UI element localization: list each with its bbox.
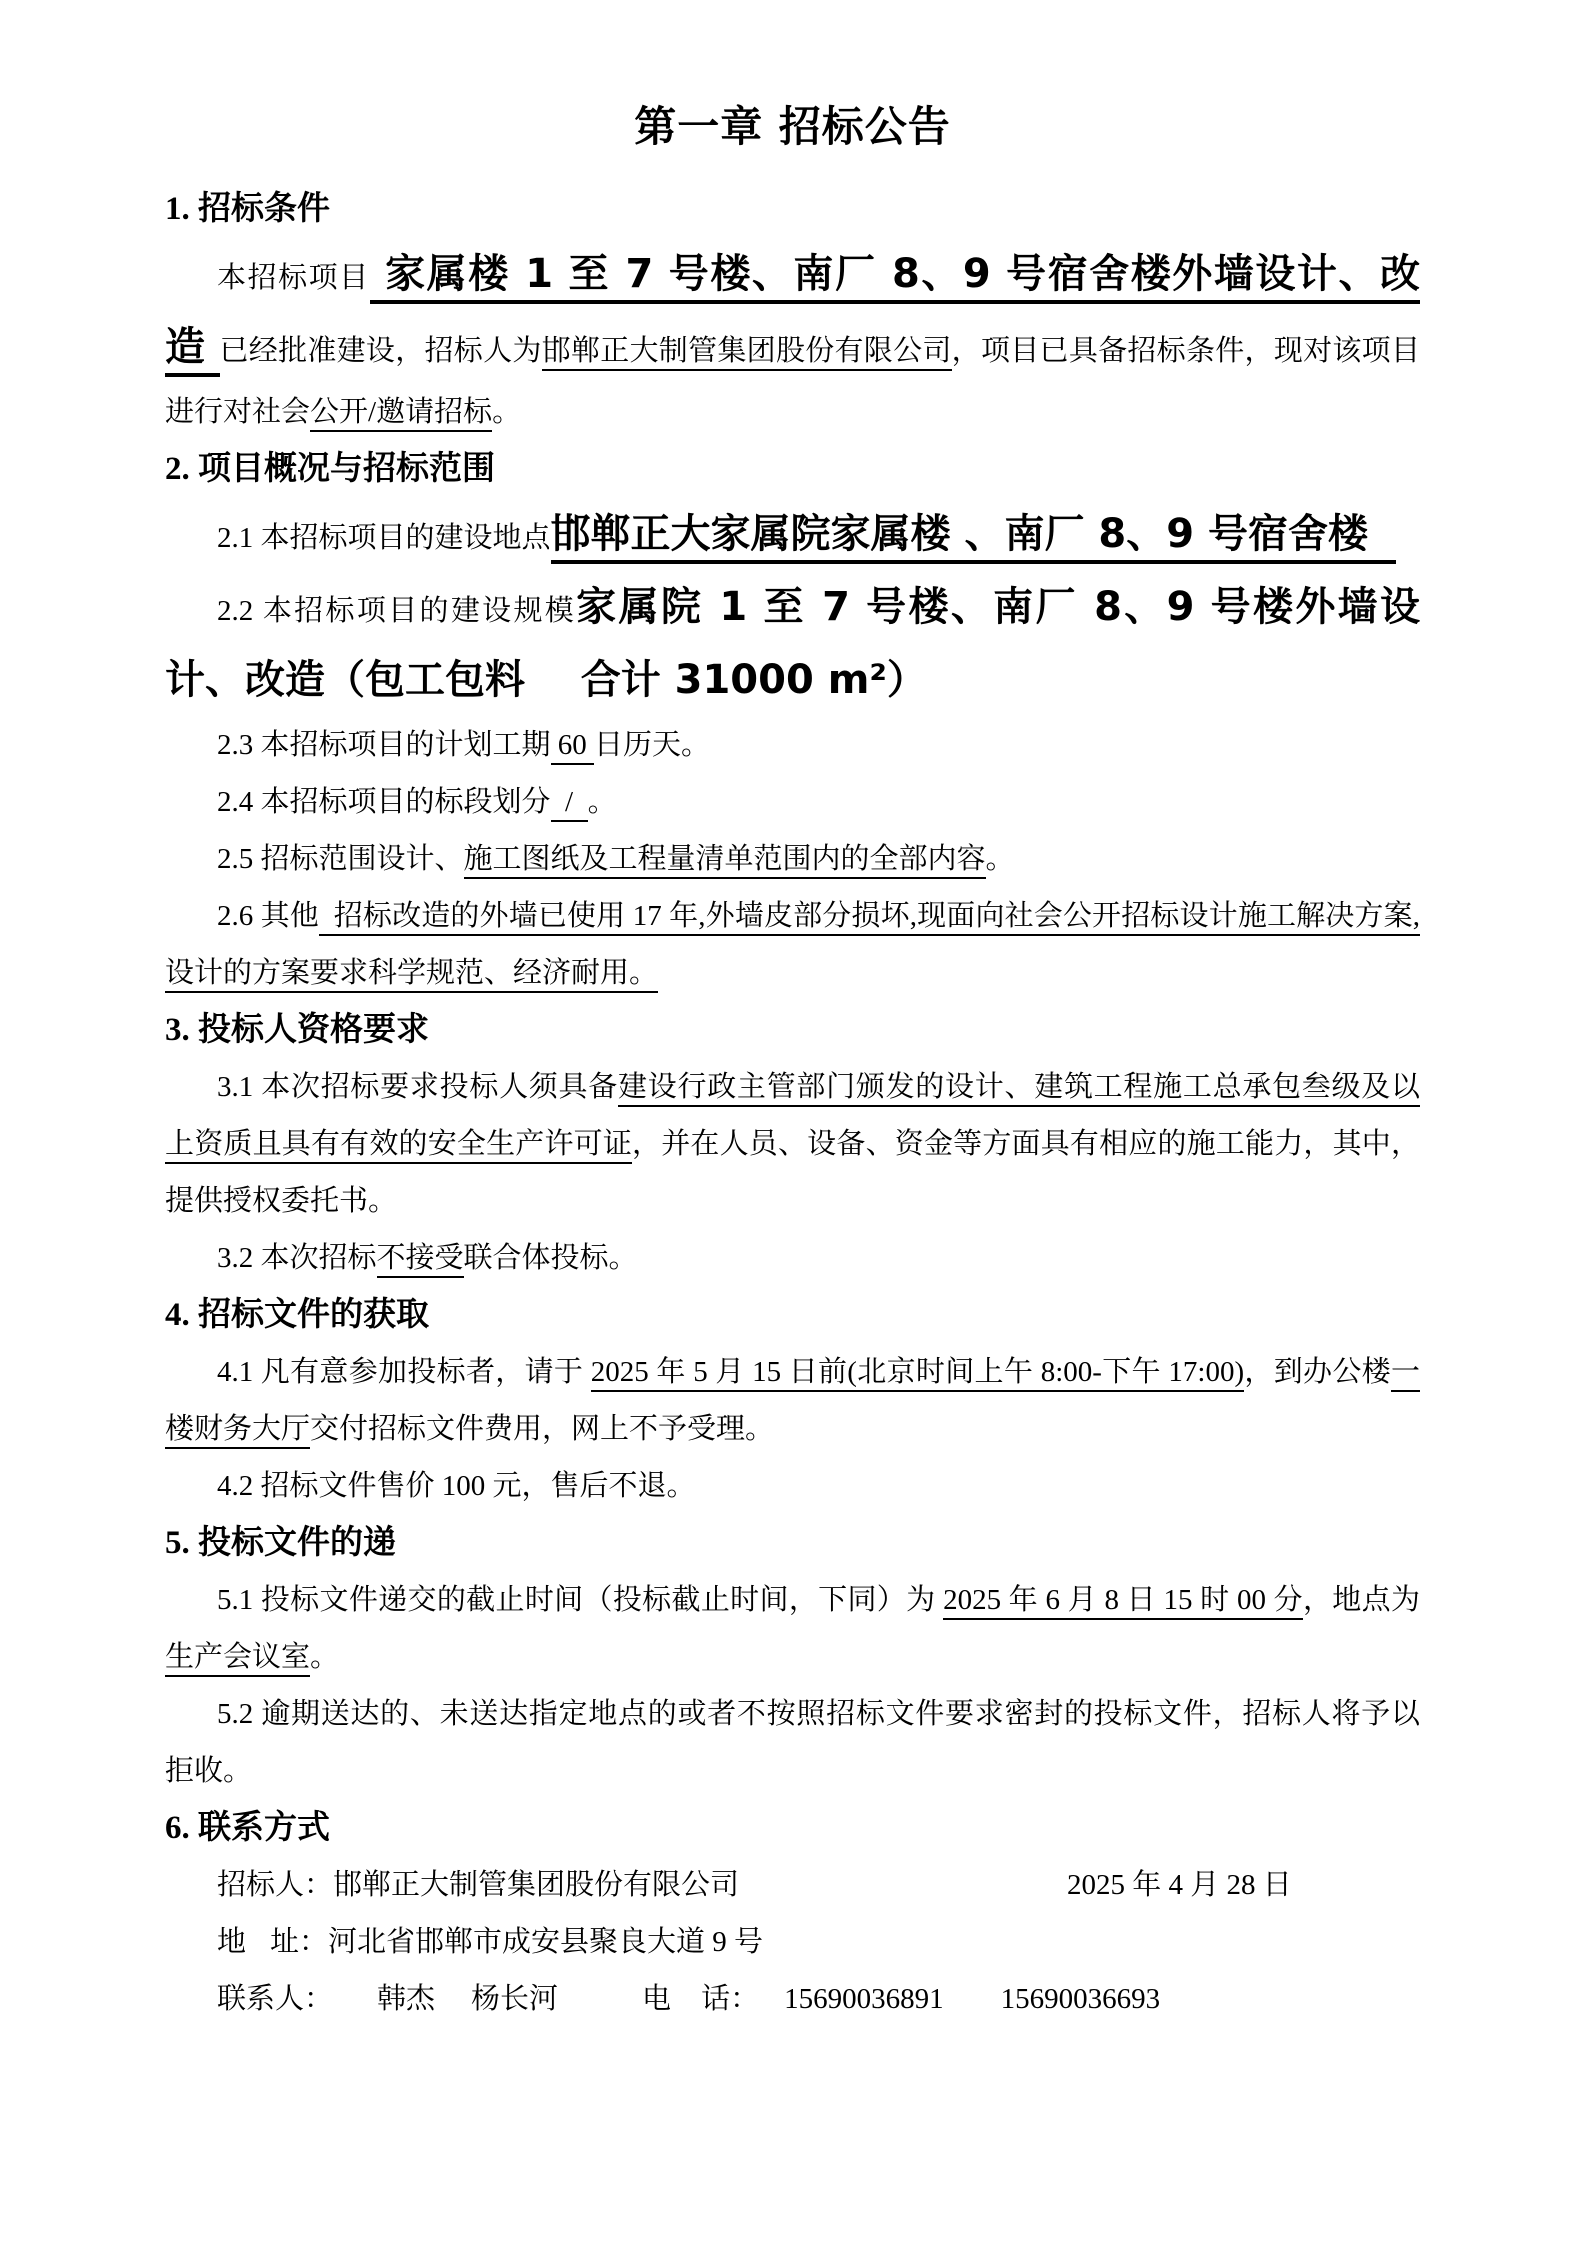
underlined-text: / <box>551 786 588 822</box>
para-4-1-acquisition <box>165 1344 1420 1458</box>
para-2-1-location <box>165 498 1420 571</box>
text-run: 已经批准建设，招标人为 <box>219 335 542 367</box>
para-2-5-scope <box>165 831 1420 888</box>
spacer <box>558 2007 642 2008</box>
text-run: 杨长河 <box>471 1983 559 2015</box>
text-run: 5.2 逾期送达的、未送达指定地点的或者不按照招标文件要求密封的投标文件，招标人将予以拒收。 <box>165 1698 1420 1787</box>
underlined-text: 邯郸正大制管集团股份有限公司 <box>542 335 952 371</box>
para-4-2-price <box>165 1458 1420 1515</box>
heading-project-overview: 2. 项目概况与招标范围 <box>165 451 495 487</box>
text-run: 2.1 本招标项目的建设地点 <box>217 522 551 554</box>
heading-bid-submission: 5. 投标文件的递 <box>165 1525 396 1561</box>
text-run: 。 <box>492 396 522 428</box>
spacer <box>759 2007 784 2008</box>
text-run: 2.2 本招标项目的建设规模 <box>217 595 577 627</box>
underlined-text: 招标改造的外墙已使用 17 年,外墙皮部分损坏,现面向社会公开招标设计施工解决方案,设计的方案要求科学规范、经济耐用。 <box>165 900 1420 993</box>
underlined-text: 2025 年 6 月 8 日 15 时 00 分 <box>943 1584 1303 1620</box>
heading-tender-conditions: 1. 招标条件 <box>165 191 330 227</box>
underlined-text: 一楼财务大厅 <box>165 1356 1420 1449</box>
spacer <box>739 1893 1067 1894</box>
para-2-4-sections <box>165 774 1420 831</box>
text-run: 2025 年 4 月 28 日 <box>1067 1869 1292 1901</box>
text-run: 韩杰 <box>377 1983 436 2015</box>
heading-document-acquisition: 4. 招标文件的获取 <box>165 1297 429 1333</box>
text-run: 日历天。 <box>594 729 711 761</box>
contact-tenderer-line <box>165 1857 1420 1914</box>
contact-address-line <box>165 1914 1420 1971</box>
text-run: 3.1 本次招标要求投标人须具备 <box>217 1071 618 1103</box>
text-run: 4.2 招标文件售价 100 元，售后不退。 <box>217 1470 696 1502</box>
para-2-6-other <box>165 888 1420 1002</box>
text-run: 。 <box>310 1641 340 1673</box>
spacer <box>246 1950 270 1951</box>
filled-blank-text: 家属院 1 至 7 号楼、南厂 8、9 号楼外墙设计、改造（包工包料 合计 31000 m²） <box>165 584 1420 703</box>
text-run: 2.6 其他 <box>217 900 319 932</box>
text-run: 15690036891 <box>784 1983 944 2015</box>
underlined-text: 施工图纸及工程量清单范围内的全部内容 <box>464 843 986 879</box>
text-run: 2.3 本招标项目的计划工期 <box>217 729 551 761</box>
text-run: 地 <box>217 1926 247 1958</box>
underlined-text: 2025 年 5 月 15 日前(北京时间上午 8:00-下午 17:00) <box>591 1356 1244 1392</box>
para-3-1-qualifications <box>165 1059 1420 1230</box>
para-5-2-rejection <box>165 1686 1420 1800</box>
spacer <box>671 2007 701 2008</box>
spacer <box>435 2007 471 2008</box>
filled-blank-text: 家属楼 1 至 7 号楼、南厂 8、9 号宿舍楼外墙设计、改造 <box>165 251 1420 377</box>
text-run: 联系人： <box>217 1983 334 2015</box>
contact-person-line <box>165 1971 1420 2028</box>
text-run: ，到办公楼 <box>1244 1356 1391 1388</box>
filled-blank-text: 邯郸正大家属院家属楼 、南厂 8、9 号宿舍楼 <box>551 511 1396 564</box>
text-run: ，项目已具备招标条件，现对该项目进行对社会 <box>165 335 1420 428</box>
para-2-3-duration <box>165 717 1420 774</box>
text-run: 址：河北省邯郸市成安县聚良大道 9 号 <box>270 1926 764 1958</box>
text-run: 3.2 本次招标 <box>217 1242 377 1274</box>
para-3-2-consortium <box>165 1230 1420 1287</box>
text-run: 4.1 凡有意参加投标者，请于 <box>217 1356 591 1388</box>
text-run: 15690036693 <box>1000 1983 1161 2015</box>
underlined-text: 60 <box>551 729 595 765</box>
spacer <box>333 2007 377 2008</box>
para-intro <box>165 238 1420 441</box>
doc-title: 第一章 招标公告 <box>634 102 951 151</box>
heading-bidder-qualifications: 3. 投标人资格要求 <box>165 1012 429 1048</box>
text-run: 5.1 投标文件递交的截止时间（投标截止时间，下同）为 <box>217 1584 944 1616</box>
text-run: 2.5 招标范围设计、 <box>217 843 464 875</box>
text-run: 电 <box>642 1983 672 2015</box>
text-run: 本招标项目 <box>217 262 370 294</box>
heading-contact-info: 6. 联系方式 <box>165 1810 330 1846</box>
text-run: 联合体投标。 <box>463 1242 638 1274</box>
underlined-text: 生产会议室 <box>165 1641 310 1677</box>
text-run: 招标人：邯郸正大制管集团股份有限公司 <box>217 1869 740 1901</box>
text-run: 2.4 本招标项目的标段划分 <box>217 786 551 818</box>
spacer <box>944 2007 1001 2008</box>
para-2-2-scale <box>165 571 1420 717</box>
para-5-1-deadline <box>165 1572 1420 1686</box>
text-run: 话： <box>701 1983 760 2015</box>
text-run: ，并在人员、设备、资金等方面具有相应的施工能力，其中，提供授权委托书。 <box>165 1128 1420 1217</box>
underlined-text: 不接受 <box>377 1242 464 1278</box>
underlined-text: 公开/邀请招标 <box>310 396 492 432</box>
text-run: 。 <box>985 843 1015 875</box>
text-run: 交付招标文件费用，网上不予受理。 <box>310 1413 775 1445</box>
text-run: 。 <box>587 786 617 818</box>
text-run: ，地点为 <box>1302 1584 1420 1616</box>
underlined-text: 建设行政主管部门颁发的设计、建筑工程施工总承包叁级及以上资质且具有有效的安全生产许可证 <box>165 1071 1420 1164</box>
